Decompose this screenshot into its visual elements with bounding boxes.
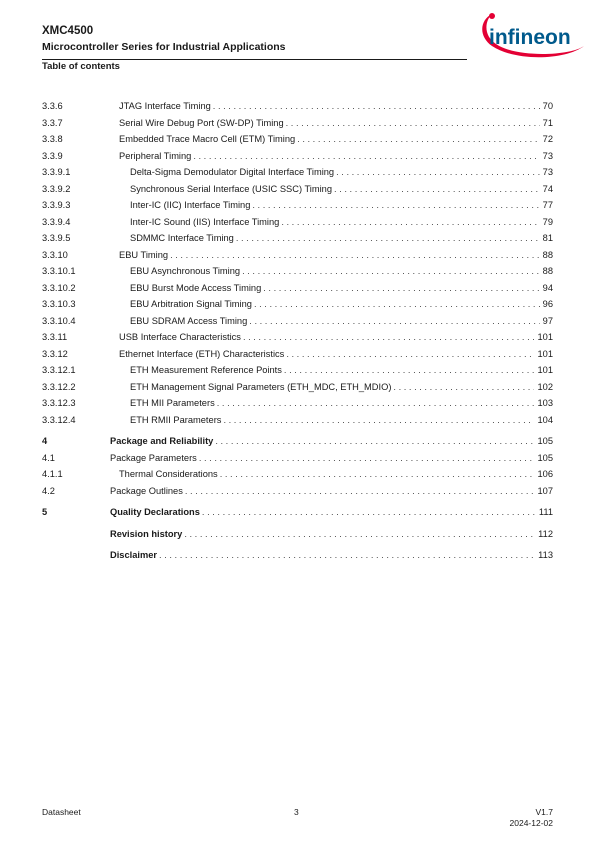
footer-date: 2024-12-02: [509, 818, 553, 828]
toc-entry[interactable]: [130, 412, 553, 429]
toc-number: 3.3.12.2: [42, 381, 76, 392]
toc-title[interactable]: ETH Management Signal Parameters (ETH_MDC, ETH_MDIO): [130, 381, 392, 392]
toc-leader-dots: [184, 526, 535, 543]
toc-row[interactable]: [42, 131, 553, 148]
toc-page-number: 102: [537, 381, 553, 392]
toc-number: 3.3.12.1: [42, 365, 76, 375]
toc-row[interactable]: [42, 362, 553, 379]
toc-entry[interactable]: [130, 263, 553, 280]
toc-entry[interactable]: [130, 280, 553, 297]
toc-entry[interactable]: [119, 466, 553, 483]
toc-leader-dots: [236, 230, 540, 247]
toc-page-number: 101: [537, 332, 553, 342]
toc-row[interactable]: [42, 526, 553, 543]
toc-entry[interactable]: [119, 98, 553, 115]
toc-number: 3.3.9.4: [42, 216, 71, 227]
toc-title[interactable]: EBU SDRAM Access Timing: [130, 315, 248, 326]
toc-number: 3.3.10.3: [42, 299, 76, 309]
toc-leader-dots: [159, 547, 535, 564]
toc-row[interactable]: [42, 148, 553, 165]
toc-title[interactable]: Serial Wire Debug Port (SW-DP) Timing: [119, 117, 284, 128]
toc-title[interactable]: JTAG Interface Timing: [119, 101, 211, 111]
toc-leader-dots: [249, 313, 539, 330]
toc-page-number: 71: [542, 117, 553, 128]
toc-entry[interactable]: [110, 547, 553, 564]
toc-number: 3.3.10.1: [42, 266, 76, 276]
toc-page-number: 73: [542, 150, 553, 161]
toc-entry[interactable]: [110, 504, 553, 521]
toc-title[interactable]: Synchronous Serial Interface (USIC SSC) Timing: [130, 183, 333, 194]
toc-row[interactable]: [42, 214, 553, 231]
toc-number: 4: [42, 436, 48, 446]
toc-page-number: 73: [542, 167, 553, 177]
toc-leader-dots: [252, 197, 539, 214]
toc-leader-dots: [284, 362, 535, 379]
toc-page-number: 79: [542, 216, 553, 227]
toc-entry[interactable]: [119, 115, 553, 132]
toc-number: 3.3.9.5: [42, 233, 71, 243]
toc-entry[interactable]: [110, 450, 553, 467]
toc-entry[interactable]: [130, 230, 553, 247]
toc-leader-dots: [286, 346, 534, 363]
logo-dot: [489, 13, 495, 19]
logo-text: infineon: [489, 26, 571, 49]
toc-page-number: 97: [542, 315, 553, 326]
toc-number: 5: [42, 507, 48, 517]
toc-page-number: 107: [537, 485, 553, 496]
toc-number: 3.3.9.3: [42, 200, 71, 210]
toc-row[interactable]: [42, 395, 553, 412]
toc-number: 3.3.10.2: [42, 282, 76, 293]
toc-page-number: 88: [542, 249, 553, 260]
section-label: Table of contents: [42, 61, 120, 72]
toc-title[interactable]: ETH Measurement Reference Points: [130, 365, 282, 375]
toc-row[interactable]: [42, 547, 553, 564]
toc-row[interactable]: [42, 483, 553, 500]
toc-leader-dots: [242, 263, 540, 280]
toc-row[interactable]: [42, 379, 553, 396]
toc-title[interactable]: Inter-IC (IIC) Interface Timing: [130, 200, 251, 210]
toc-row[interactable]: [42, 263, 553, 280]
header-rule: [42, 59, 467, 60]
toc-entry[interactable]: [110, 433, 553, 450]
toc-page-number: 101: [537, 348, 553, 359]
toc-entry[interactable]: [130, 197, 553, 214]
toc-number: 3.3.8: [42, 134, 63, 144]
toc-leader-dots: [170, 247, 540, 264]
toc-entry[interactable]: [130, 296, 553, 313]
toc-entry[interactable]: [130, 379, 553, 396]
toc-page-number: 106: [537, 469, 553, 479]
toc-title[interactable]: EBU Timing: [119, 249, 169, 260]
toc-number: 3.3.9.2: [42, 183, 71, 194]
table-of-contents: [42, 98, 553, 564]
toc-title[interactable]: Thermal Considerations: [119, 469, 218, 479]
toc-entry[interactable]: [130, 214, 553, 231]
toc-title[interactable]: ETH MII Parameters: [130, 398, 215, 408]
infineon-logo: [478, 10, 586, 60]
footer-version: V1.7: [535, 807, 553, 817]
toc-page-number: 72: [542, 134, 553, 144]
toc-entry[interactable]: [119, 131, 553, 148]
toc-title[interactable]: Delta-Sigma Demodulator Digital Interface Timing: [130, 167, 335, 177]
toc-row[interactable]: [42, 504, 553, 521]
toc-title[interactable]: SDMMC Interface Timing: [130, 233, 234, 243]
toc-leader-dots: [254, 296, 540, 313]
toc-entry[interactable]: [119, 329, 553, 346]
toc-leader-dots: [243, 329, 535, 346]
header-title: XMC4500: [42, 25, 94, 37]
toc-row[interactable]: [42, 247, 553, 264]
toc-number: 3.3.11: [42, 332, 68, 342]
toc-number: 4.1: [42, 452, 55, 463]
toc-number: 3.3.12.3: [42, 398, 76, 408]
toc-row[interactable]: [42, 280, 553, 297]
toc-leader-dots: [185, 483, 535, 500]
toc-title[interactable]: EBU Burst Mode Access Timing: [130, 282, 262, 293]
toc-title[interactable]: USB Interface Characteristics: [119, 332, 241, 342]
toc-entry[interactable]: [130, 181, 553, 198]
toc-entry[interactable]: [130, 362, 553, 379]
toc-number: 3.3.10.4: [42, 315, 76, 326]
toc-title[interactable]: Inter-IC Sound (IIS) Interface Timing: [130, 216, 280, 227]
toc-page-number: 104: [537, 414, 553, 425]
toc-entry[interactable]: [119, 346, 553, 363]
toc-leader-dots: [334, 181, 540, 198]
toc-row[interactable]: [42, 313, 553, 330]
toc-entry[interactable]: [130, 313, 553, 330]
toc-row[interactable]: [42, 329, 553, 346]
toc-leader-dots: [199, 450, 535, 467]
toc-title[interactable]: Quality Declarations: [110, 507, 200, 517]
toc-number: 4.2: [42, 485, 55, 496]
toc-row[interactable]: [42, 197, 553, 214]
toc-number: 4.1.1: [42, 469, 63, 479]
toc-title[interactable]: Ethernet Interface (ETH) Characteristics: [119, 348, 285, 359]
toc-page-number: 94: [542, 282, 553, 293]
toc-page-number: 70: [542, 101, 553, 111]
toc-leader-dots: [263, 280, 539, 297]
toc-row[interactable]: [42, 181, 553, 198]
toc-entry[interactable]: [130, 164, 553, 181]
toc-page-number: 77: [542, 200, 553, 210]
toc-leader-dots: [393, 379, 534, 396]
toc-leader-dots: [215, 433, 534, 450]
toc-number: 3.3.9: [42, 150, 63, 161]
toc-leader-dots: [336, 164, 540, 181]
footer-doc-type: Datasheet: [42, 807, 81, 817]
toc-leader-dots: [193, 148, 539, 165]
toc-leader-dots: [213, 98, 540, 115]
toc-title[interactable]: Package Parameters: [110, 452, 197, 463]
toc-number: 3.3.6: [42, 101, 63, 111]
toc-page-number: 96: [542, 299, 553, 309]
toc-page-number: 112: [538, 528, 553, 539]
toc-title[interactable]: EBU Asynchronous Timing: [130, 266, 241, 276]
toc-title[interactable]: Peripheral Timing: [119, 150, 192, 161]
toc-title[interactable]: Embedded Trace Macro Cell (ETM) Timing: [119, 134, 296, 144]
toc-number: 3.3.12: [42, 348, 68, 359]
toc-page-number: 105: [537, 452, 553, 463]
toc-leader-dots: [297, 131, 539, 148]
toc-entry[interactable]: [110, 483, 553, 500]
toc-row[interactable]: [42, 296, 553, 313]
toc-title[interactable]: Disclaimer: [110, 550, 158, 560]
toc-row[interactable]: [42, 450, 553, 467]
toc-entry[interactable]: [119, 247, 553, 264]
toc-title[interactable]: Package Outlines: [110, 485, 183, 496]
toc-title[interactable]: EBU Arbitration Signal Timing: [130, 299, 252, 309]
header-subtitle: Microcontroller Series for Industrial Applications: [42, 41, 286, 53]
toc-page-number: 88: [542, 266, 553, 276]
toc-page-number: 74: [542, 183, 553, 194]
toc-page-number: 103: [537, 398, 553, 408]
toc-row[interactable]: [42, 115, 553, 132]
toc-leader-dots: [202, 504, 536, 521]
toc-row[interactable]: [42, 412, 553, 429]
toc-title[interactable]: ETH RMII Parameters: [130, 414, 222, 425]
toc-page-number: 81: [542, 233, 553, 243]
toc-title[interactable]: Package and Reliability: [110, 436, 214, 446]
toc-number: 3.3.9.1: [42, 167, 71, 177]
toc-leader-dots: [217, 395, 535, 412]
footer-page-number: 3: [294, 807, 299, 817]
toc-page-number: 105: [537, 436, 553, 446]
toc-row[interactable]: [42, 346, 553, 363]
toc-title[interactable]: Revision history: [110, 528, 183, 539]
toc-page-number: 101: [537, 365, 553, 375]
toc-leader-dots: [223, 412, 534, 429]
toc-leader-dots: [281, 214, 539, 231]
toc-row[interactable]: [42, 466, 553, 483]
toc-leader-dots: [286, 115, 540, 132]
toc-row[interactable]: [42, 98, 553, 115]
toc-row[interactable]: [42, 164, 553, 181]
toc-leader-dots: [220, 466, 535, 483]
toc-row[interactable]: [42, 433, 553, 450]
toc-entry[interactable]: [119, 148, 553, 165]
toc-number: 3.3.12.4: [42, 414, 76, 425]
toc-entry[interactable]: [110, 526, 553, 543]
toc-page-number: 111: [538, 507, 553, 517]
toc-number: 3.3.10: [42, 249, 68, 260]
toc-number: 3.3.7: [42, 117, 63, 128]
toc-page-number: 113: [538, 550, 553, 560]
toc-row[interactable]: [42, 230, 553, 247]
toc-entry[interactable]: [130, 395, 553, 412]
